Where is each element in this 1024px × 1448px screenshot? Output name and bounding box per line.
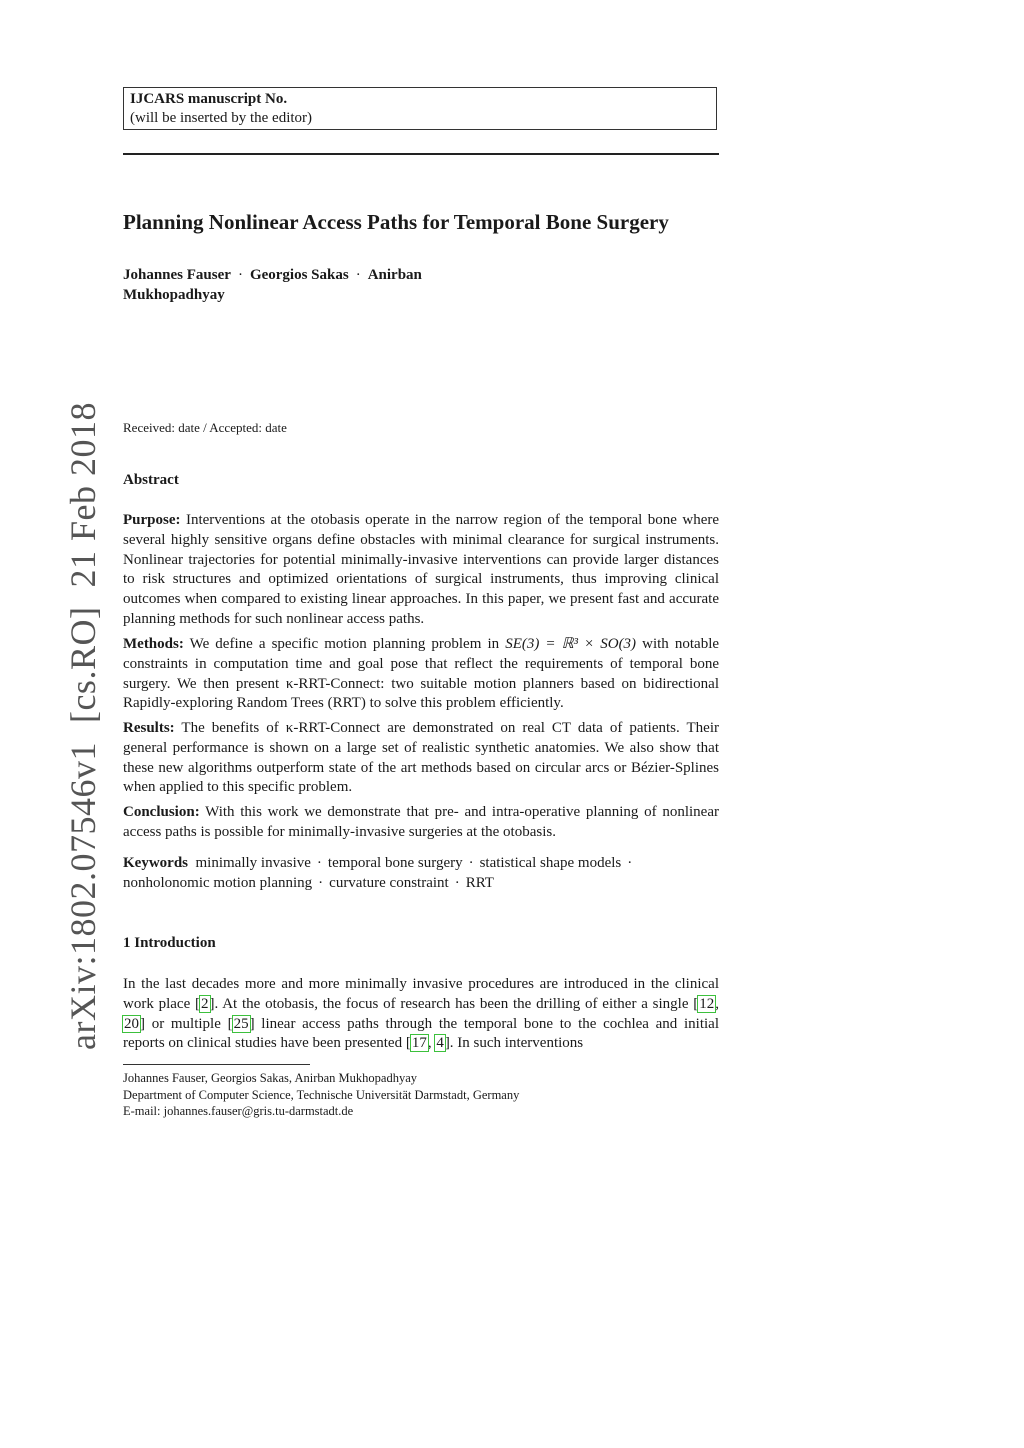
received-date: Received: date / Accepted: date [123, 420, 287, 435]
intro-text: In the last decades more and more minimally invasive procedures are introduced in the clinical work place [ [123, 976, 719, 1012]
author-name: Johannes Fauser [123, 267, 231, 283]
footnote [123, 1070, 519, 1120]
introduction-paragraph [123, 975, 719, 1054]
keywords-label: Keywords [123, 855, 188, 871]
citation-link[interactable]: 12 [699, 995, 715, 1012]
keyword: curvature constraint [329, 874, 449, 891]
citation-link[interactable]: 17 [411, 1035, 427, 1052]
keyword: RRT [465, 874, 494, 891]
intro-text: , [427, 1035, 436, 1052]
methods-math: SE(3) = ℝ³ × SO(3) [505, 636, 637, 652]
methods-text: We define a specific motion planning problem in [189, 636, 500, 652]
keyword: temporal bone surgery [327, 855, 463, 871]
author-name: Georgios Sakas [249, 267, 349, 283]
header-rule [123, 153, 719, 155]
citation-link[interactable]: 2 [201, 995, 209, 1012]
results-label: Results: [123, 720, 175, 736]
keywords: Keywords minimally invasive · temporal bone surgery · statistical shape models · nonholonomic motion planning · curvature constraint · RRT [123, 855, 633, 891]
intro-text: ] or multiple [ [140, 1015, 233, 1032]
abstract-methods [123, 635, 719, 714]
abstract-results [123, 719, 719, 798]
results-text: The benefits of κ-RRT-Connect are demonstrated on real CT data of patients. Their general performance is shown on a large set of realistic synthetic anatomies. We also show that these new algorithms outperform state of the art methods based on circular arcs or Bézier-Splines when applied to this specific problem. [123, 720, 719, 796]
author-list: Johannes Fauser · Georgios Sakas · Anirban Mukhopadhyay [123, 267, 422, 303]
manuscript-number-label: IJCARS manuscript No. [130, 91, 288, 107]
intro-text: ]. At the otobasis, the focus of research has been the drilling of either a single [ [209, 995, 699, 1012]
intro-text: , [715, 995, 719, 1012]
citation-link[interactable]: 4 [436, 1035, 444, 1052]
conclusion-label: Conclusion: [123, 804, 200, 820]
abstract-purpose [123, 511, 719, 630]
manuscript-header-box [123, 87, 717, 130]
intro-text: ] linear access paths through the temporal bone to the cochlea and initial reports on clinical studies have been presented [ [123, 1015, 720, 1052]
conclusion-text: With this work we demonstrate that pre- and intra-operative planning of nonlinear access paths is possible for minimally-invasive surgeries at the otobasis. [123, 804, 719, 840]
author-name: Anirban Mukhopadhyay [123, 267, 422, 303]
abstract-conclusion [123, 803, 719, 843]
abstract-heading: Abstract [123, 472, 179, 488]
keyword: nonholonomic motion planning [123, 874, 313, 891]
methods-label: Methods: [123, 636, 184, 652]
footnote-rule [123, 1064, 310, 1065]
keyword: minimally invasive [195, 855, 311, 871]
arxiv-sidebar-stamp: arXiv:1802.07546v1 [cs.RO] 21 Feb 2018 [63, 402, 103, 1050]
editor-note: (will be inserted by the editor) [130, 110, 313, 126]
section-heading-introduction: 1 Introduction [123, 935, 216, 951]
intro-text: ]. In such interventions [444, 1035, 584, 1052]
footnote-affiliation: Department of Computer Science, Technische Universität Darmstadt, Germany [123, 1087, 520, 1102]
methods-text-cont: with notable constraints in computation time and goal pose that reflect the requirements of temporal bone surgery. We then present κ-RRT-Connect: two suitable motion planners based on bidirectional Rapidly-exploring Random Trees (RRT) to solve this problem efficiently. [123, 636, 720, 712]
keyword: statistical shape models [479, 855, 622, 871]
paper-title: Planning Nonlinear Access Paths for Temporal Bone Surgery [123, 210, 669, 234]
citation-link[interactable]: 25 [233, 1015, 249, 1032]
footnote-authors: Johannes Fauser, Georgios Sakas, Anirban Mukhopadhyay [123, 1071, 418, 1085]
footnote-email: E-mail: johannes.fauser@gris.tu-darmstadt.de [123, 1104, 354, 1118]
purpose-label: Purpose: [123, 512, 181, 528]
citation-link[interactable]: 20 [124, 1015, 139, 1032]
purpose-text: Interventions at the otobasis operate in the narrow region of the temporal bone where several highly sensitive organs define obstacles with minimal clearance for surgical instruments. Nonlinear trajectories for potential minimally-invasive interventions can provide larger distances to risk structures and optimized orientations of surgical instruments, thus improving clinical outcomes when compared to existing linear approaches. In this paper, we present fast and accurate planning methods for such nonlinear access paths. [123, 512, 720, 627]
